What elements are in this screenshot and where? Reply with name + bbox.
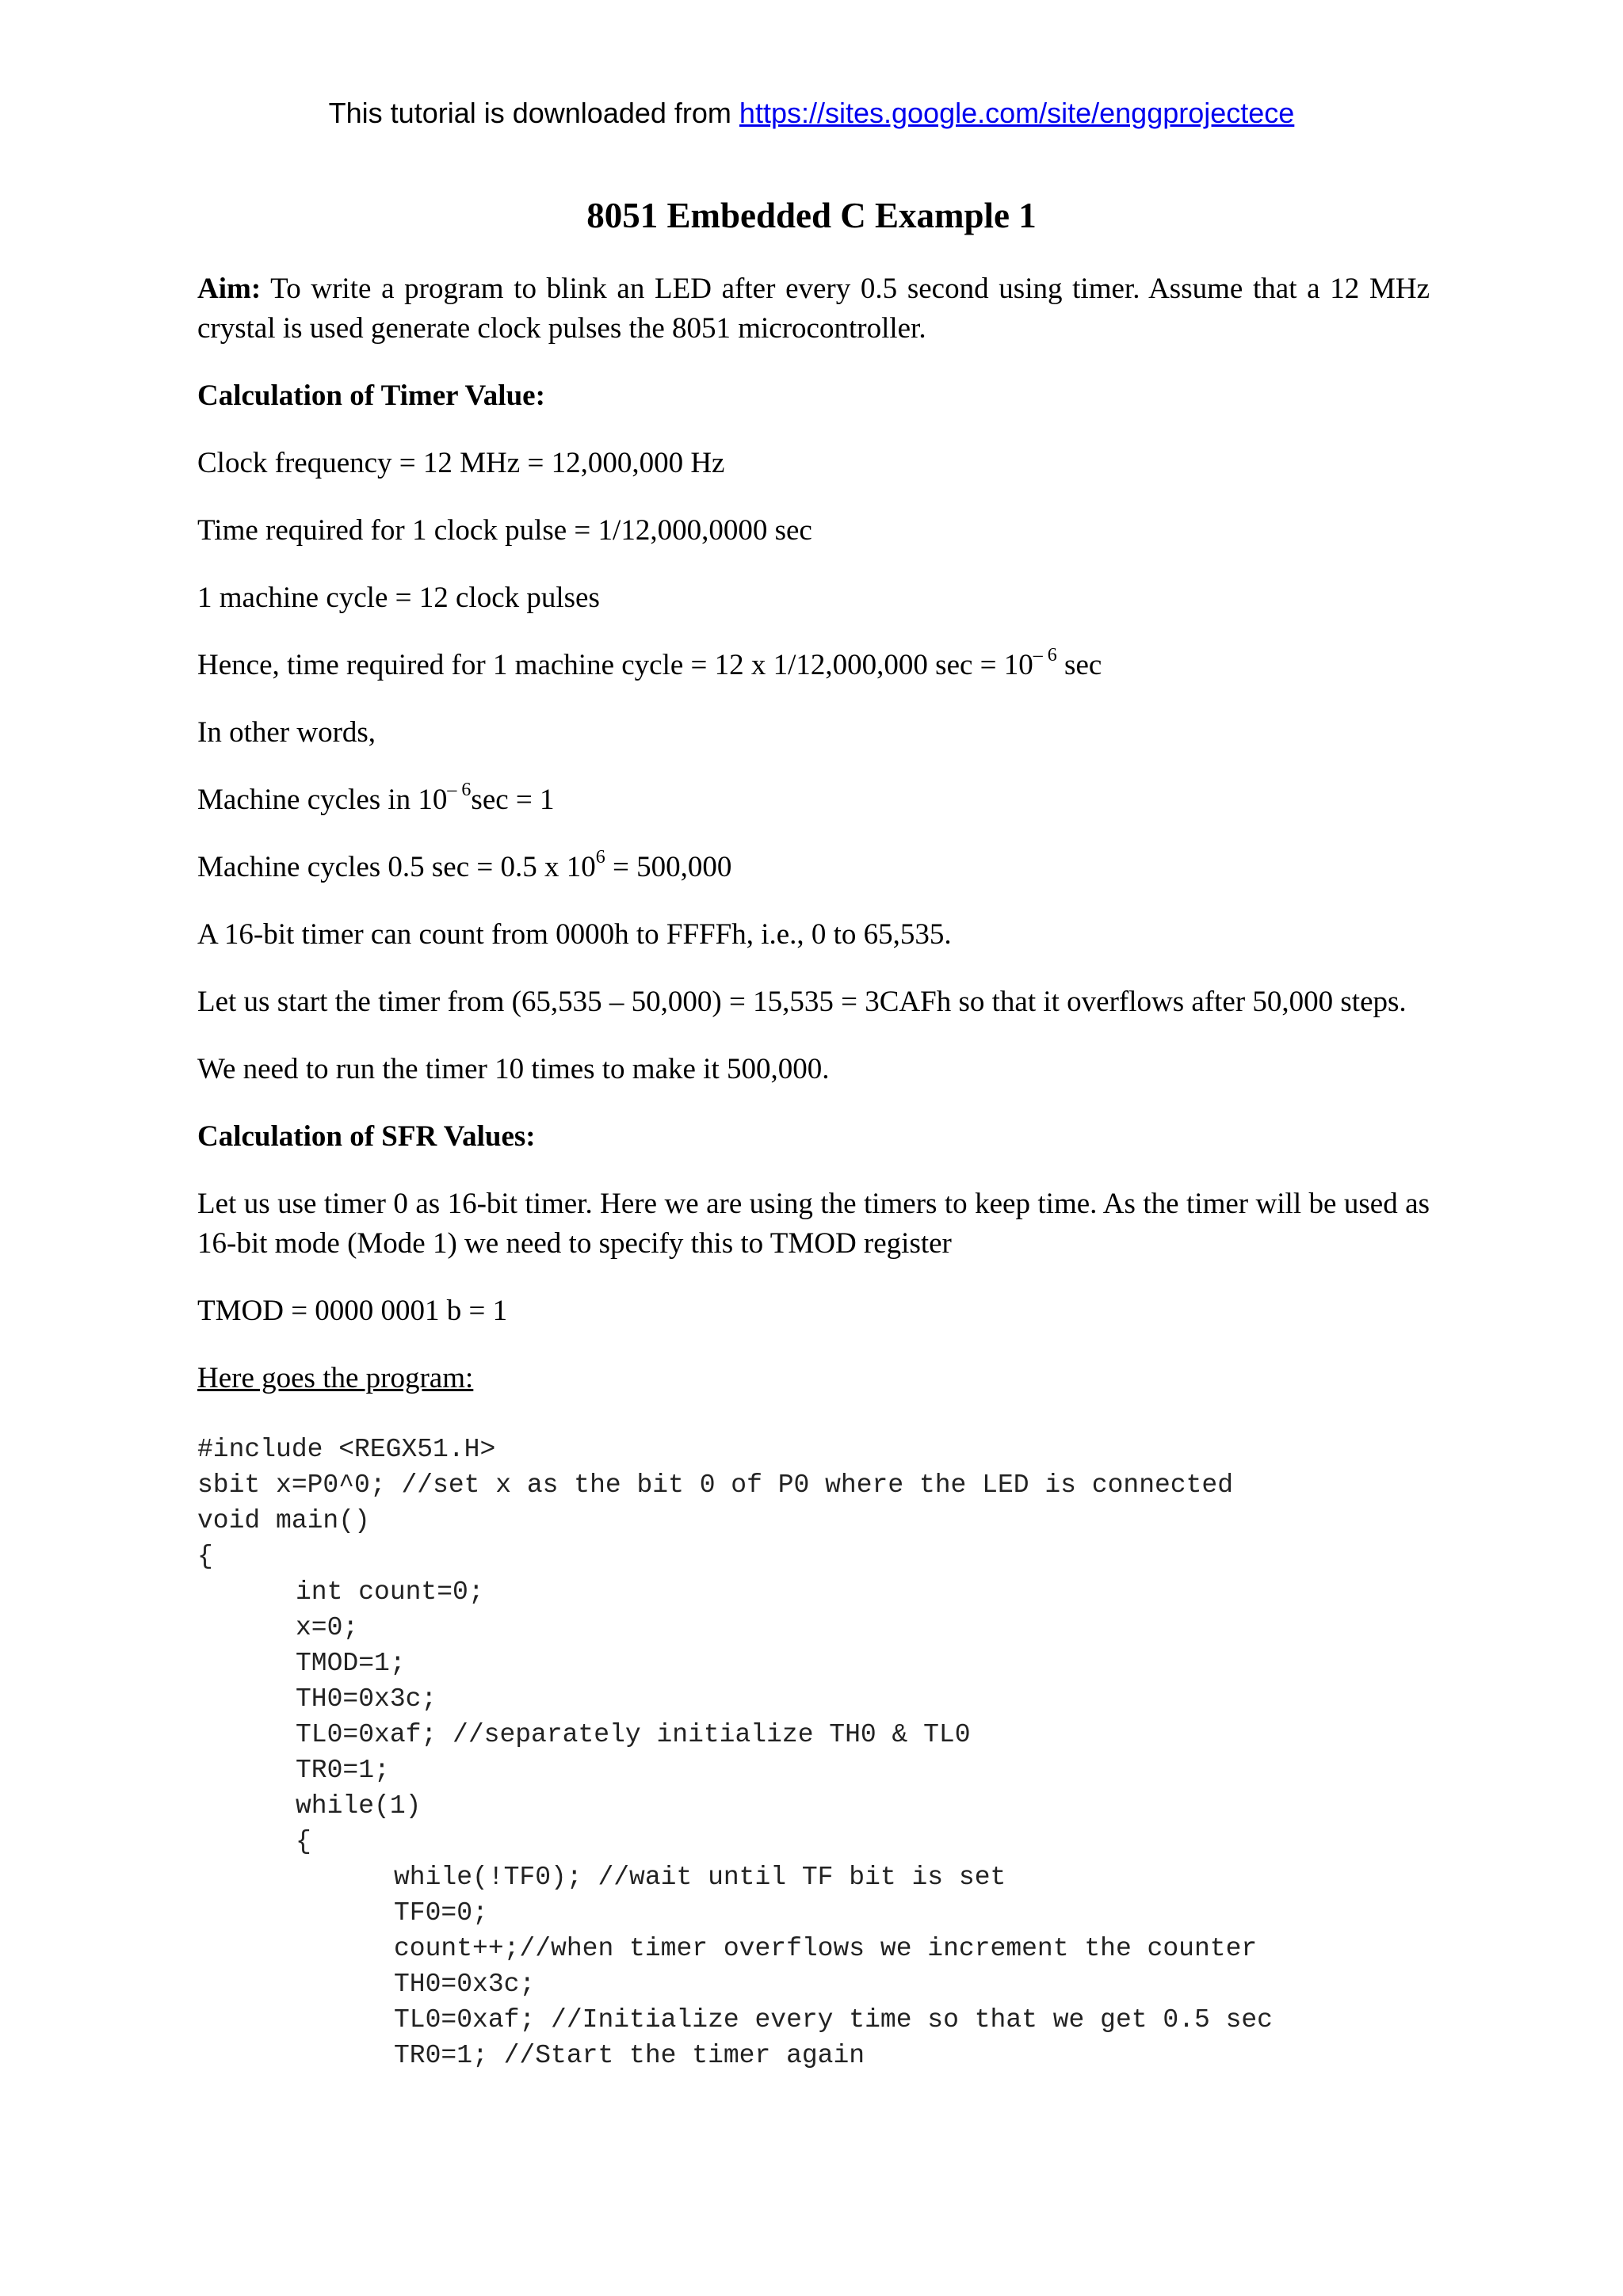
document-title: 8051 Embedded C Example 1 [586, 196, 1037, 235]
program-heading: Here goes the program: [197, 1362, 474, 1394]
code-line: { [296, 1827, 311, 1856]
aim-label: Aim: [197, 273, 262, 305]
header-prefix: This tutorial is downloaded from [328, 97, 739, 129]
code-block [197, 1432, 1430, 2073]
exponent: 6 [595, 846, 605, 868]
sfr-heading: Calculation of SFR Values: [197, 1120, 536, 1153]
code-line: TH0=0x3c; [394, 1970, 536, 1999]
machine-cycle-time-line: Hence, time required for 1 machine cycle = 12 x 1/12,000,000 $\sec = 10^{- 6}$ sec [197, 644, 1102, 681]
code-line: TR0=1; [296, 1756, 390, 1785]
timer-heading: Calculation of Timer Value: [197, 379, 545, 412]
code-line: while(1) [296, 1791, 422, 1821]
aim-text: To write a program to blink an LED after every 0.5 second using timer. Assume that a 12 MHz crystal is used generate clock pulses the 8051 microcontroller. [197, 273, 1430, 345]
exponent: – 6 [1033, 644, 1057, 666]
code-line: sbit x=P0^0; //set x as the bit 0 of P0 where the LED is connected [197, 1470, 1234, 1500]
code-line: #include <REGX51.H> [197, 1435, 496, 1464]
code-line: TH0=0x3c; [296, 1684, 437, 1714]
run-times-line: We need to run the timer 10 times to make it 500,000. [197, 1053, 830, 1085]
code-line: x=0; [296, 1613, 359, 1642]
code-line: TMOD=1; [296, 1649, 406, 1678]
start-timer-paragraph: Let us start the timer from (65,535 – 50,000) = 15,535 = 3CAFh so that it overflows after 50,000 steps. [197, 986, 1407, 1018]
page-header [0, 97, 1623, 130]
sfr-paragraph: Let us use timer 0 as 16-bit timer. Here we are using the timers to keep time. As the timer will be used as 16-bit mode (Mode 1) we need to specify this to TMOD register [197, 1188, 1430, 1260]
code-line: int count=0; [296, 1577, 484, 1607]
source-link[interactable]: https://sites.google.com/site/enggprojectece [739, 97, 1295, 129]
machine-cycle-line: 1 machine cycle = 12 clock pulses [197, 582, 600, 614]
clock-pulse-time-line: Time required for 1 clock pulse = 1/12,000,0000 sec [197, 514, 812, 547]
document-body [197, 269, 1430, 2073]
aim-paragraph [197, 269, 1430, 349]
other-words-line: In other words, [197, 716, 376, 749]
clock-frequency-line: Clock frequency = 12 MHz = 12,000,000 Hz [197, 447, 725, 479]
machine-cycles-micro-line: Machine cycles in $10^{- 6}\sec = 1$ [197, 779, 555, 816]
code-line: TL0=0xaf; //Initialize every time so that we get 0.5 sec [394, 2005, 1273, 2035]
timer-count-line: A 16-bit timer can count from 0000h to FFFFh, i.e., 0 to 65,535. [197, 918, 952, 951]
code-line: { [197, 1542, 213, 1571]
code-line: void main() [197, 1506, 370, 1535]
exponent: – 6 [447, 779, 472, 800]
code-line: TR0=1; //Start the timer again [394, 2041, 865, 2070]
code-line: TF0=0; [394, 1898, 488, 1928]
code-line: count++;//when timer overflows we increment the counter [394, 1934, 1258, 1963]
code-line: while(!TF0); //wait until TF bit is set [394, 1863, 1006, 1892]
machine-cycles-half-line: Machine cycles 0.5 sec = 0.5 x $10^6 = 500,000$ [197, 846, 732, 883]
tmod-line: TMOD = 0000 0001 b = 1 [197, 1295, 508, 1327]
code-line: TL0=0xaf; //separately initialize TH0 & TL0 [296, 1720, 971, 1749]
